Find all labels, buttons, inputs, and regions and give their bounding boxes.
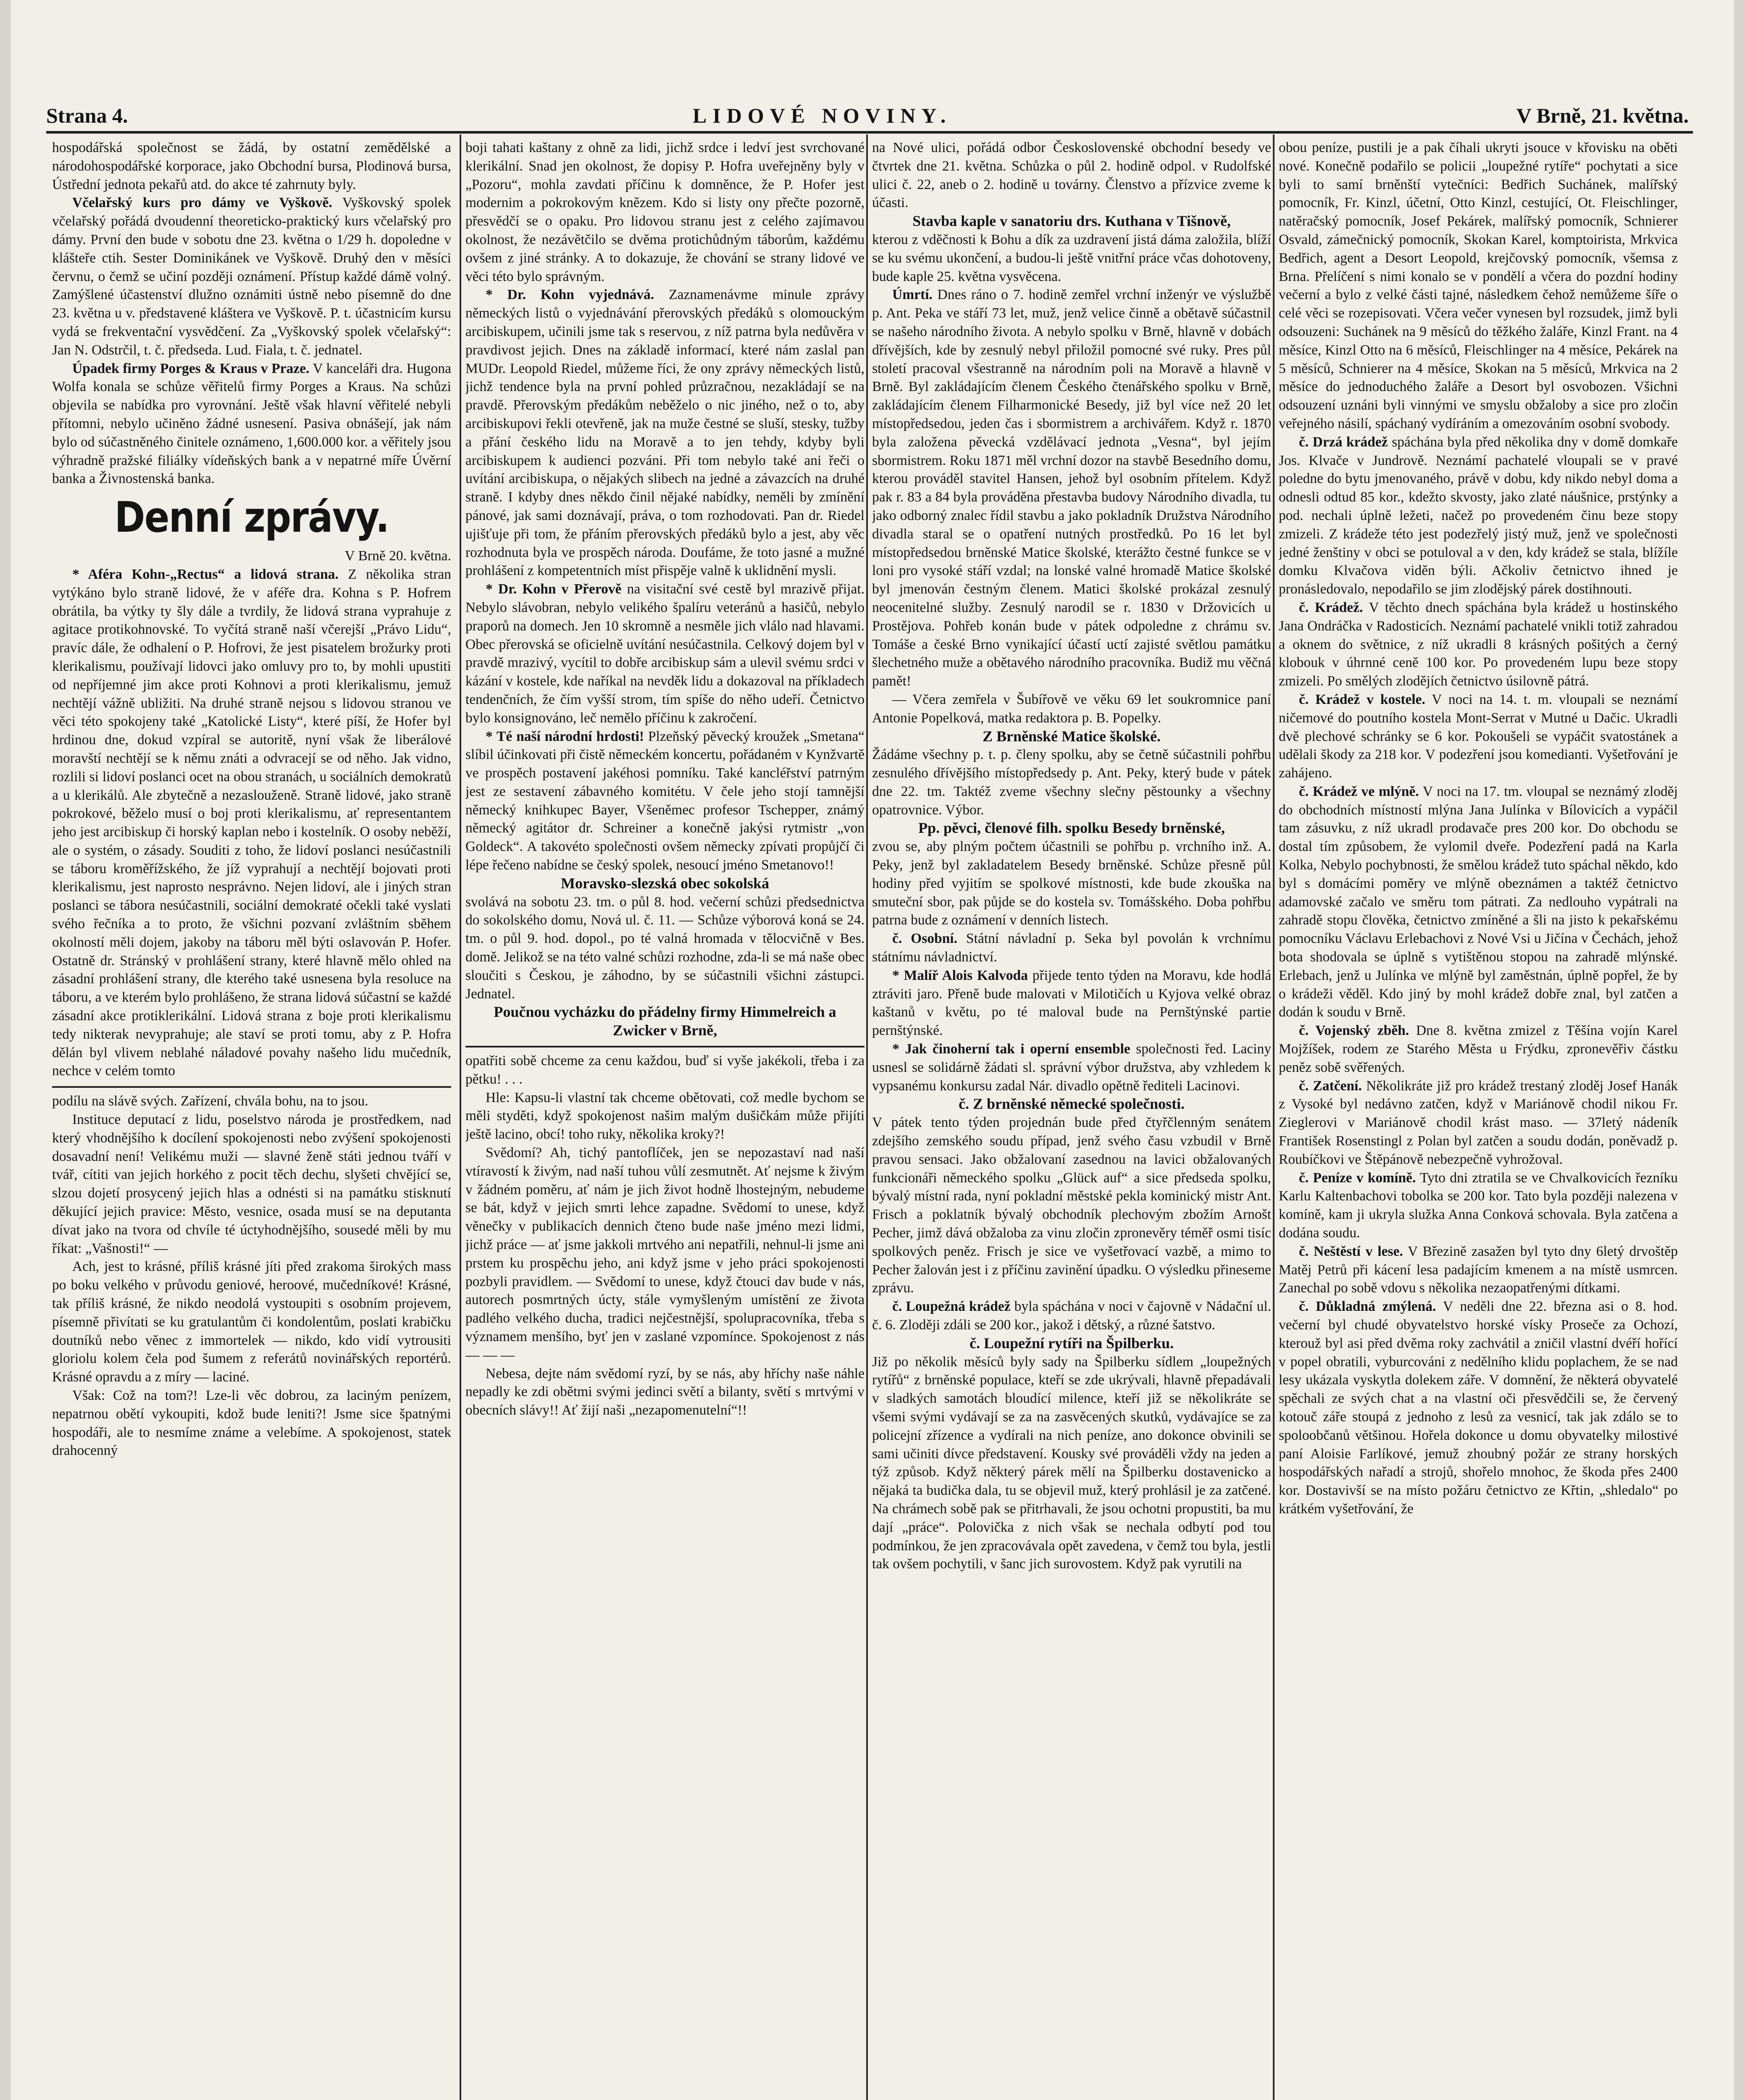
article-text: Několikráte již pro krádež trestaný zloděj Josef Hanák z Vysoké byl nedávno zatčen, když v Mariánově chodil nikou Fr. Zieglerovi v Mariánově chodil krást maso. — 37letý nádeník František Rosenstingl z Polan byl zatčen a soudu dodán, poněvadž p. Roubíčkovi ve Štěpánově nebezpečně vyhrožoval. (1279, 1078, 1678, 1167)
article-heading: * Té naší národní hrdosti! (486, 728, 644, 744)
article-heading: Stavba kaple v sanatoriu drs. Kuthana v Tišnově, (912, 213, 1231, 230)
newspaper-title: LIDOVÉ NOVINY. (692, 104, 952, 127)
place-date: V Brně, 21. května. (1516, 104, 1689, 127)
article-heading: č. Z brněnské německé společnosti. (959, 1095, 1185, 1113)
feuilleton-text: Instituce deputací z lidu, poselstvo národa je prostředkem, nad který vhodnějšího k docílení spokojenosti nebo zvýšení spokojenosti dosavadní není! Velikému muži — slavné ženě státi jednou tváří v tvář, cítiti van jejich horkého z pocit těch dechu, slyšeti chvějící se, slzou dojetí prosycený jejich hlas a odnésti si na památku stisknutí děkující jejich pravice: Město, vesnice, osada musí se na deputanta dívat jako na tvora od chvíle té úctyhodnějšího, sousedé měli by mu říkat: „Vašnosti!“ — (52, 1112, 451, 1256)
article-heading: č. Osobní. (892, 931, 957, 947)
feuilleton-text: podílu na slávě svých. Zařízení, chvála bohu, na to jsou. (52, 1093, 368, 1109)
article-heading: * Malíř Alois Kalvoda (892, 967, 1028, 983)
article-text: hospodářská společnost se žádá, by ostatní zemědělské a národohospodářské korporace, jako Obchodní bursa, Plodinová bursa, Ústřední jednota pekařů atd. do akce té zahrnuty byly. (52, 140, 451, 192)
article-text: zvou se, aby plným počtem účastnili se pohřbu p. vrchního inž. A. Peky, jenž byl zakladatelem Besedy brněnské. Schůze přesně půl hodiny před vyjitím se spolkové místnosti, kde bude zkouška na smuteční sbor, pak půjde se do kostela sv. Tomášského. Doba pohřbu patrna bude z oznámení v denních listech. (872, 839, 1271, 928)
article-text: na visitační své cestě byl mrazivě přijat. Nebylo slávobran, nebylo velikého špalíru veteránů a hasičů, nebylo praporů na domech. Jen 10 skromně a nesměle jich vlálo nad hlavami. Obec přerovská se oficielně uvítání nesúčastnila. Celkový dojem byl v pravdě mrazivý, vycítil to dobře arcibiskup sám a ulevil svému srdci v kázání v kostele, kde naříkal na nevděk lidu a dokazoval na příkladech tendenčních, že čím vyšší strom, tím spíše do něho udeří. Četnictvo bylo konsignováno, leč nemělo příčinu k zakročení. (465, 581, 865, 726)
article-heading: č. Krádež ve mlýně. (1299, 783, 1419, 799)
article-text: Dnes ráno o 7. hodině zemřel vrchní inženýr ve výslužbě p. Ant. Peka ve stáří 73 let, muž, jenž velice činně a obětavě súčastnil se našeho národního života. A nebylo spolku v Brně, hlavně v dobách dřívějších, kde by zesnulý nebyl přiložil pomocné své ruky. Pres půl století pracoval všestranně na národním poli na Moravě a hlavně v Brně. Byl zakládajícím členem Českého čtenářského spolku v Brně, zakládajícím členem Filharmonické Besedy, již byl více než 20 let místopředsedou, jeden čas i sbormistrem a archivářem. Když r. 1870 byla založena pěvecká vzdělávací jednota „Vesna“, byl jejím sbormistrem. Roku 1871 měl vrchní dozor na stavbě Besedního domu, kterou prováděl stavitel Hansen, jehož byl osobním přítelem. Když pak r. 83 a 84 byla prováděna přestavba budovy Národního divadla, tu jako odborný znalec řídil stavbu a jako pokladník Družstva Národního divadla staral se o opatření nutných prostředků. Po 16 let byl místopředsedou brněnské Matice školské, kterážto čestné funkce se v loni pro vysoké stáří vzdal; na lonské valné hromadě Matice školské byl jmenován čestným členem. Matici školské prokázal zesnulý neocenitelné služby. Zesnulý narodil se r. 1830 v Držovicích u Prostějova. Pohřeb konán bude v pátek odpoledne z chrámu sv. Tomáše a české Brno vynikající účastí uctí zajisté světlou památku šlechetného muže a obětavého národního pracovníka. Budiž mu věčná pamět! (872, 287, 1271, 689)
article-text: společnosti řed. Laciny usnesl se solidárně žádati sl. správní výbor družstva, aby vzhledem k vypsanému konkursu zadal Nár. divadlo opětně řediteli Lacinovi. (872, 1041, 1271, 1094)
article-text: V noci na 17. tm. vloupal se neznámý zloděj do obchodních místností mlýna Jana Julínka v Bílovicích a vypáčil tam zásuvku, z níž ukradl prodavače pres 200 kor. Do obchodu se dostal tím způsobem, že vylomil dveře. Podezření padá na Karla Kolka, Nebylo pochybnosti, že smělou krádež tuto spáchal někdo, kdo byl s domácími poměry ve mlýně obeznámen a taktéž četnictvo adamovské začalo ve směru tom pátrati. Za nedlouho vypátrali na zahradě stopu člověka, četnictvo zmíněné a šli na jisto k pekařskému pomocníku Václavu Erlebachovi z Nové Vsi u Jičína v Čechách, jehož bota shodovala se úplně s vytištěnou stopou na zahradě mlýnské. Erlebach, jenž u Julínka ve mlýně byl zaměstnán, úplně popřel, že by o krádeži věděl. Kdo jiný by mohl krádež dobře znal, byl zatčen a dodán k soudu v Brně. (1279, 783, 1678, 1020)
article-text: Vyškovský spolek včelařský pořádá dvoudenní theoreticko-praktický kurs včelařský pro dámy. První den bude v sobotu dne 23. května o 1/29 h. dopoledne v klášteře ctih. Sester Dominikánek ve Vyškově. Druhý den v měsíci červnu, o čemž se učiní později oznámení. Přístup každé dámě volný. Zamýšlené účastenství dlužno oznámiti ústně nebo písemně do dne 23. května u v. představené kláštera ve Vyškově. P. t. účastnicím kursu vydá se frekventační vysvědčení. Za „Vyškovský spolek včelařský“: Jan N. Odstrčil, t. č. předseda. Lud. Fiala, t. č. jednatel. (52, 195, 451, 358)
article-text: kterou z vděčnosti k Bohu a dík za uzdravení jistá dáma založila, blíží se ku svému ukončení, a budou-li ještě vnitřní práce včas dohotoveny, bude kaple 25. května vysvěcena. (872, 231, 1271, 284)
article-text: spáchána byla před několika dny v domě domkaře Jos. Klvače v Jundrově. Neznámí pachatelé vloupali se v pravé poledne do bytu jmenovaného, právě v dobu, kdy nikdo nebyl doma a odnesli odtud 85 kor., kdežto skvosty, jako zlaté náušnice, prstýnky a pod. nechali úplně ležeti, načež po provedeném činu beze stopy zmizeli. Z krádeže této jest podezřelý jistý muž, jenž ve společnosti jedné ženštiny v obci se potuloval a v den, kdy krádež se stala, blížíle domku Klvačova viděn býli. Ačkoliv četnictvo ihned je pronásledovalo, nepodařilo se jim zlodějský párek dostihnouti. (1279, 434, 1678, 597)
feuilleton-text: opatřiti sobě chceme za cenu každou, buď si vyše jakékoli, třeba i za pětku! . . . (465, 1053, 865, 1087)
article-text: Plzeňský pěvecký kroužek „Smetana“ slíbil účinkovati při čistě německém koncertu, pořádaném v Kynžvartě ve prospěch postavení jakéhosi pomníku. Také kancléřství patrným jest ze sestavení zábavného komitétu. V čele jeho stojí tamnější německý knihkupec Bayer, Všeněmec profesor Tschepper, známý německý agitátor dr. Schreiner a konečně jakýsi rytmistr „von Goldeck“. A takovéto společnosti ovšem německy zpívati propůjčí či lépe řečeno nabídne se český spolek, nesoucí jméno Smetanovo!! (465, 728, 865, 873)
article-heading: Pp. pěvci, členové filh. spolku Besedy brněnské, (918, 819, 1225, 837)
article-text: Z několika stran vytýkáno bylo straně lidové, že v aféře dra. Kohna s P. Hofrem obrátila, ba výtky ty šly dále a tvrdily, že lidová strana vyprahuje z agitace protikohnovské. To vyčítá straně naší včerejší „Právo Lidu“, pravíc dále, že odhalení o P. Hofrovi, že jest pisatelem brožurky proti klerikalismu, používají lidovci jako omluvy pro to, by mohli upustiti od nepříjemné jim akce proti Kohnovi a proti klerikalismu, jemuž nechtějí vážně ubližiti. Na druhé straně nejsou s lidovou stranou ve věci této spokojeny také „Katolické Listy“, které píší, že Hofer byl hrdinou dne, dokud vzpíral se autoritě, nyní však že liberálové moravští nechtějí se k němu znáti a odvracejí se od něho. Jak vidno, rozlili si lidoví poslanci ocet na obou stranách, u sociálních demokratů a u klerikálů. Ale zbytečně a nezaslouženě. Straně lidové, jako straně pokrokové, běželo musí o boj proti klerikalismu, ať representantem jeho jest arcibiskup či horský kaplan nebo i kostelník. O osoby neběží, ale o systém, o zásady. Souditi z toho, že lidoví poslanci nesúčastnili se táboru kroměřížského, že jíž vyprahují a nechtějí bojovati proti klerikalismu, jest naprosto nesprávno. Nejen lidoví, ale i jiných stran poslanci se tábora nesúčastnili, sociální demokraté očekli také vyslati svého řečníka a to proto, že všichni pozvaní zvláštním sběhem okolností měli dojem, jakoby na táboru měl býti oslavován P. Hofer. Ostatně dr. Stránský v prohlášení strany, které hlavně mělo ohled na zásadní prohlášení strany, dle kterého také usnesena byla resoluce na táboru, a ve kterém bylo prohlášeno, že strana lidová súčastní se každé zásadní akce protiklerikální. Lidová strana z boje proti klerikalismu tedy nikterak nevyprahuje; ale staví se proti tomu, aby z P. Hofra dělán byl vlivem neblahé náladové povahy našeho lidu mučedník, nechce v celém tomto (52, 566, 451, 1079)
article-heading: č. Peníze v komíně. (1299, 1170, 1416, 1186)
article-heading: * Dr. Kohn vyjednává. (486, 287, 654, 303)
article-text: obou peníze, pustili je a pak číhali ukryti jsouce v křovisku na oběti nové. Konečně podařilo se policii „loupežné rytíře“ pochytati a sice byli to samí brněnští vytečníci: Bedřich Suchánek, malířský pomocník, Fr. Kinzl, účetní, Otto Kinzl, cestující, Ot. Fleischlinger, natěračský pomocník, Josef Pekárek, malířský pomocník, Schnierer Osvald, zámečnický pomocník, Skokan Karel, komptoirista, Mrkvica Bedřich, agent a Desort Leopold, krejčovský pomocník, všemsa z Brna. Přelíčení s nimi konalo se v pondělí a včera do pozdní hodiny večerní a bylo z velké části tajné, následkem čehož nemůžeme šíře o celé věci se rozepisovati. Včera večer vynesen byl rozsudek, jimž byli odsouzeni: Suchánek na 9 měsíců do těžkého žaláře, Kinzl Frant. na 4 měsíce, Kinzl Otto na 6 měsíců, Fleischlinger na 4 měsíce, Pekárek na 5 měsíců, Schnierer na 4 měsíce, Skokan na 5 měsíců, Mrkvica na 2 měsíce do jednoduchého žaláře a Desort byl osvobozen. Všichni odsouzení uznáni byli vinnými ve smyslu obžaloby a sice pro zločin veřejného násilí, spáchaný vydíráním a omezováním osobní svobody. (1279, 140, 1678, 431)
section-title: Denní zprávy. (114, 493, 389, 542)
feuilleton-text: Ach, jest to krásné, příliš krásné jíti před zrakoma širokých mass po boku velkého v průvodu geniové, heroové, mučedníkové! Krásné, tak příliš krásné, že nikdo neodolá vystoupiti s osobním projevem, písemně přivítati se ku gratulantům či kondolentům, poslati krabičku doutníků nebo věnec z immortelek — nikdo, kdo vidí vytrousiti gloriolu kolem čela pod šumem z referátů novinářských reportérů. Krásné opravdu a z míry — laciné. (52, 1259, 451, 1385)
article-text: V Březině zasažen byl tyto dny 6letý drvoštěp Matěj Petrů při kácení lesa padajícím kmenem a na místě usmrcen. Zanechal po sobě vdovu s několika nezaopatřenými dítkami. (1279, 1243, 1678, 1296)
article-heading: Úpadek firmy Porges & Kraus v Praze. (72, 360, 310, 376)
article-text: Státní návladní p. Seka byl povolán k vrchnímu státnímu návladnictví. (872, 931, 1271, 965)
article-text: přijede tento týden na Moravu, kde hodlá ztráviti jaro. Přeně bude malovati v Milotičích u Kyjova velké obraz kaštanů v květu, po té maloval bude na Pernštýnské partie pernštýnské. (872, 967, 1271, 1039)
scan-edge-right (1734, 0, 1745, 2100)
column-rule (1273, 134, 1275, 2100)
article-text: V kanceláři dra. Hugona Wolfa konala se schůze věřitelů firmy Porges a Kraus. Na schůzi objevila se nabídka pro vyrovnání. Ještě však hlavní věřitelé nebyli přítomni, nebylo učiněno žádné usnesení. Pasiva obnášejí, jak nám bylo od súčastněného činitele oznámeno, 1,600.000 kor. a věřitely jsou výhradně pražské filiálky vídeňských bank a v nepatrné míře Úvěrní banka a Živnostenská banka. (52, 360, 451, 487)
article-heading: Úmrtí. (892, 287, 933, 303)
article-text: Tyto dni ztratila se ve Chvalkovicích řezníku Karlu Kaltenbachovi tobolka se 200 kor. Tato byla později nalezena v komíně, kam ji ukryla služka Anna Conková schovala. Byla zatčena a dodána soudu. (1279, 1170, 1678, 1241)
article-text: svolává na sobotu 23. tm. o půl 8. hod. večerní schůzi předsednictva do sokolského domu, Nová ul. č. 11. — Schůze výborová koná se 24. tm. o půl 9. hod. dopol., po té valná hromada v tělocvičně v Bes. domě. Jelikož se na této valné schůzi rozhodne, zda-li se má naše obec sloučiti s Českou, je záhodno, by se súčastnili všichni zástupci. Jednatel. (465, 894, 865, 1002)
masthead (46, 101, 1689, 130)
article-heading: Poučnou vycházku do přádelny firmy Himmelreich a Zwicker v Brně, (494, 1003, 836, 1039)
article-heading: č. Důkladná zmýlená. (1299, 1299, 1436, 1315)
masthead-rule (46, 131, 1693, 134)
article-text: Žádáme všechny p. t. p. členy spolku, aby se četně súčastnili pohřbu zesnulého dřívějšího místopředsedy p. Ant. Peky, který bude v pátek dne 22. tm. Taktéž zveme všechny slečny pěstounky a všechny opatrovnice. Výbor. (872, 747, 1271, 818)
article-text: — Včera zemřela v Šubířově ve věku 69 let soukromnice paní Antonie Popelková, matka redaktora p. B. Popelky. (872, 691, 1271, 726)
feuilleton-rule (465, 1046, 865, 1047)
article-text: Zaznamenávme minule zprávy německých listů o vyjednávání přerovských předáků s olomouckým arcibiskupem, učinili jsme tak s reservou, z níž patrna byla nedůvěra v pravdivost jejich. Dnes na základě informací, které nám zaslal pan MUDr. Leopold Riedel, můžeme říci, že ony zprávy německých listů, jichž tendence byla na první pohled průzračnou, nezakládají se na pravdě. Přerovským předákům neběželo o nic jiného, než o to, aby arcibiskupovi řekli otevřeně, jak na muže čestné se sluší, stesky, tužby a přání českého lidu na Moravě a to jen tehdy, kdyby byli arcibiskupem k audienci pozváni. Při tom nebylo také ani řeči o uvítání arcibiskupa, o nějakých slibech na jedné a závazcích na druhé straně. I kdyby dnes někdo činil nějaké nabídky, neměli by zmínění pánové, jak sami doznávají, práva, o tom rozhodovati. Pan dr. Riedel ujišťuje při tom, že přáním přerovských předáků bylo a jest, aby věc rozhodnuta byla ve prospěch národa. Doufáme, že toto jasné a mužné prohlášení z kompetentních míst přispěje valně k uklidnění mysli. (465, 287, 865, 579)
article-heading: Moravsko-slezská obec sokolská (560, 874, 770, 892)
article-heading: č. Vojenský zběh. (1299, 1023, 1409, 1039)
feuilleton-text: Hle: Kapsu-li vlastní tak chceme obětovati, což medle bychom se měli styděti, když spokojenost našim malým dušičkám může přijíti ještě lacino, obcí! toho ruky, několika kroky?! (465, 1089, 865, 1142)
dateline: V Brně 20. května. (344, 548, 451, 564)
feuilleton-text: Však: Což na tom?! Lze-li věc dobrou, za laciným penízem, nepatrnou obětí vykoupiti, kdož bude leniti?! Jsme sice špatnými hospodáři, ale to nesmíme známe a velebíme. A spokojenost, statek drahocenný (52, 1388, 451, 1459)
article-text: byla spáchána v noci v čajovně v Nádační ul. č. 6. Zloději zdáli se 200 kor., jakož i dětský, a různé šatstvo. (872, 1299, 1271, 1333)
article-text: Dne 8. května zmizel z Těšína vojín Karel Mojžíšek, rodem ze Starého Města u Frýdku, zpronevěřiv částku peněz sobě svěřených. (1279, 1023, 1678, 1075)
article-text: Již po několik měsíců byly sady na Špilberku sídlem „loupežných rytířů“ z brněnské populace, kteří se zde ukrývali, hlavně přepadávali v sladkých samotách bloudící milence, kteří již se několikráte se všemi svými vydávají se za na zasvěcených skutků, vydávajíce se za policejní zřízence a vydírali na nich peníze, ano dokonce obvinili se sami učiniti dívce představení. Kousky své prováděli vždy na jeden a týž způsob. Když některý párek mělí na Špilberku dostavenicko a nějaká ta budička dala, tu se objevil muž, který prohlásil je za zatčené. Na chrámech sobě pak se přitrhavali, že jsou ochotni propustiti, ba mu dají „práce“. Polovička z nich však se nechala odbytí pod tou podmínkou, že jen zpracovávala opět zavedena, v čemž tou byla, jestli tak ovšem pochytili, v šanc jich surovostem. Když pak vyrutili na (872, 1354, 1271, 1572)
article-text: V pátek tento týden projednán bude před čtyřčlenným senátem zdejšího zemského soudu případ, jenž svého času vzbudil v Brně pravou sensaci. Jako obžalovaní zasednou na lavici obžalovaných funkcionáři německého spolku „Glück auf“ a sice předseda spolku, bývalý místní rada, nyní pokladní městské pekla kominický mistr Ant. Frisch a poklatník bývalý obchodník plechovým zbožím Arnošt Pecher, jimž dává obžaloba za vinu zločin zpronevěry téměř osmi tisíc spolkových peněz. Frisch je sice ve vyšetřovací vazbě, a mimo to Pecher žalován jest i z příčinu zavinění úpadku. O výsledku přineseme zprávu. (872, 1115, 1271, 1296)
article-text: na Nové ulici, pořádá odbor Československé obchodní besedy ve čtvrtek dne 21. května. Schůzka o půl 2. hodině odpol. v Rudolfské ulici č. 22, aneb o 2. hodině u továrny. Členstvo a přízvice zveme k účasti. (872, 140, 1271, 211)
column-3 (872, 139, 1271, 2100)
article-heading: č. Neštěstí v lese. (1299, 1243, 1403, 1259)
article-heading: * Aféra Kohn-„Rectus“ a lidová strana. (72, 566, 339, 582)
scan-edge-left (0, 0, 11, 2100)
article-heading: Z Brněnské Matice školské. (982, 727, 1161, 745)
article-heading: č. Krádež. (1299, 599, 1363, 615)
article-heading: * Dr. Kohn v Přerově (486, 581, 622, 597)
feuilleton-text: Svědomí? Ah, tichý pantoflíček, jen se nepozastaví nad naší vtíravostí k živým, nad naší tuhou vůlí zesmutnět. Ať nejsme k živým v žádném poměru, ať nám je jich život hodně lhostejným, nebudeme se bát, když v jejich smrti lehce zapadne. Svědomí to unese, když věnečky v publikacích dennich čteno bude naše jméno mezi lidmi, jichž práce — ať jsme jakkoli mrtvého ani nepatřili, nehnul-li jsme ani prstem ku prospěchu jeho, ani když jsme v jeho práci spokojenosti pozbyli pravidlem. — Svědomí to unese, když čtouci dav bude v nás, autorech posmrtných úcty, stále vymyšleným umístění ze života padlého velkého ducha, tradici nejčestnější, spolupracovníka, třeba s významem menšího, byť jen v zaslané vzpomínce. Spokojenost z nás — — — (465, 1145, 865, 1363)
article-heading: č. Loupežní rytíři na Špilberku. (969, 1334, 1174, 1352)
article-heading: č. Krádež v kostele. (1299, 691, 1425, 707)
article-text: V neděli dne 22. března asi o 8. hod. večerní byl chudé obyvatelstvo horské vísky Proseče za Ochozí, kterouž byl asi před dvěma roky zachvátil a zničil vlastní dvéří hořící v popel obratili, vyburcováni z nedělního klidu poplachem, že se nad lesy ukázala vyskytla dolekem záře. V domnění, že některá obyvatelé spěchali ze svých chat a na vlastní oči přesvědčili se, že červený kotouč záře stoupá z jednoho z lesů za vesnicí, tak jak zdálo se to spoloobčanů většinou. Hořela dokonce u domu obyvatelky milostivé paní Aloisie Farlíkové, jemuž zhoubný požár ze strany horských hospodářských nařadí a strojů, shořelo mnohoc, že škoda přes 2400 kor. Dostavivší se na místo požáru četnictvo ze Křtin, „shledalo“ po krátkém vyšetřování, že (1279, 1299, 1678, 1517)
article-heading: Včelařský kurs pro dámy ve Vyškově. (72, 195, 332, 211)
column-2 (465, 139, 865, 2100)
article-text: V těchto dnech spáchána byla krádež u hostinského Jana Ondráčka v Radosticích. Neznámí pachatelé vnikli totiž zahradou a oknem do světnice, z níž ukradli 8 krásných pošitých a černý klobouk v úhrnné ceně 100 kor. Po provedeném lupu beze stopy zmizeli. Po smělých zlodějích četnictvo úsilovně pátrá. (1279, 599, 1678, 689)
column-1 (52, 139, 451, 2100)
column-rule (866, 134, 868, 2100)
page-number: Strana 4. (46, 104, 128, 127)
article-heading: č. Zatčení. (1299, 1078, 1362, 1094)
article-heading: č. Loupežná krádež (892, 1299, 1011, 1315)
article-text: boji tahati kaštany z ohně za lidi, jichž srdce i ledví jest svrchované klerikální. Snad jen okolnost, že dopisy P. Hofra uveřejněny byly v „Pozoru“, mohla zavdati příčinu k domněnce, že P. Hofer jest modernim a pokrokovým knězem. Kdo si listy ony přečte pozorně, přesvědčí se o opaku. Pro lidovou stranu jest z celého zajímavou okolnost, že nezávětčilo se dvěma protichůdným táborům, každému ovšem z jiné stránky. A to dokazuje, že chování se strany lidové ve věci této bylo správným. (465, 140, 865, 284)
article-text: V noci na 14. t. m. vloupali se neznámí ničemové do poutního kostela Mont-Serrat v Mutné u Dačic. Ukradli dvě plechové schránky se 6 kor. Pokoušeli se vypáčit svatostánek a udělali škody za 218 kor. V podezření jsou komedianti. Vyšetřování je zahájeno. (1279, 691, 1678, 781)
feuilleton-rule (52, 1086, 451, 1088)
column-4 (1279, 139, 1678, 2100)
article-heading: č. Drzá krádež (1299, 434, 1388, 450)
article-heading: * Jak činoherní tak i operní ensemble (892, 1041, 1130, 1057)
column-rule (460, 134, 461, 2100)
feuilleton-text: Nebesa, dejte nám svědomí ryzí, by se nás, aby hříchy naše náhle nepadly ke zdi obětmi svými jedinci světí a bilanty, světí s mrtvými v obecních slávy!! Ať žijí naši „nezapomenutelní“!! (465, 1365, 865, 1418)
